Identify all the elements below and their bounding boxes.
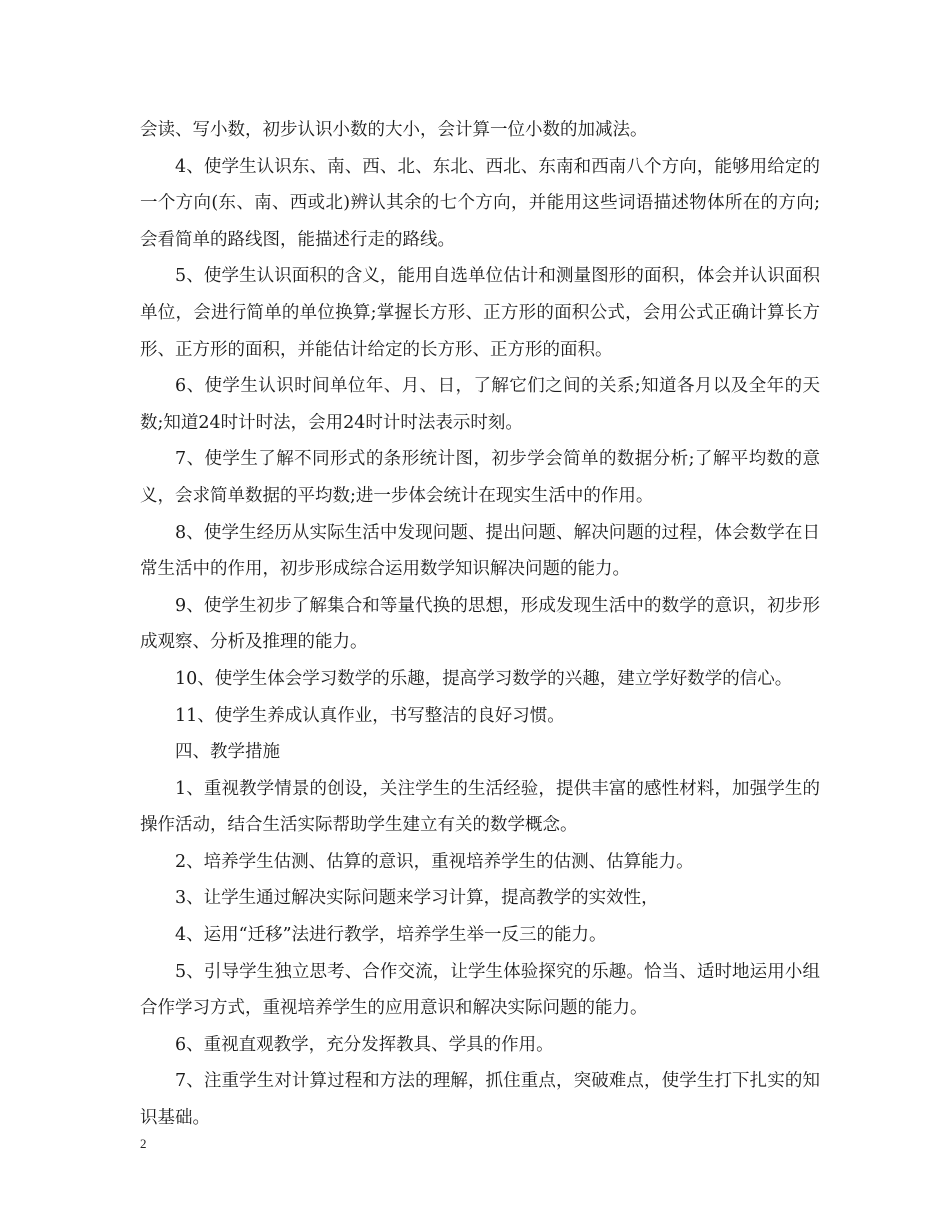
paragraph: 5、使学生认识面积的含义，能用自选单位估计和测量图形的面积，体会并认识面积单位，会进行简单的单位换算;掌握长方形、正方形的面积公式，会用公式正确计算长方形、正方形的面积，并能估计给定的长方形、正方形的面积。 — [140, 266, 820, 360]
paragraph: 会读、写小数，初步认识小数的大小，会计算一位小数的加减法。 — [140, 120, 648, 140]
paragraph: 8、使学生经历从实际生活中发现问题、提出问题、解决问题的过程，体会数学在日常生活中的作用，初步形成综合运用数学知识解决问题的能力。 — [140, 522, 820, 580]
paragraph: 10、使学生体会学习数学的乐趣，提高学习数学的兴趣，建立学好数学的信心。 — [175, 668, 793, 689]
paragraph: 4、使学生认识东、南、西、北、东北、西北、东南和西南八个方向，能够用给定的一个方向(东、南、西或北)辨认其余的七个方向，并能用这些词语描述物体所在的方向;会看简单的路线图，能描述行走的路线。 — [140, 156, 820, 250]
paragraph: 四、教学措施 — [175, 742, 280, 763]
paragraph: 9、使学生初步了解集合和等量代换的思想，形成发现生活中的数学的意识，初步形成观察、分析及推理的能力。 — [140, 595, 820, 653]
document-body — [140, 112, 820, 1137]
paragraph: 11、使学生养成认真作业，书写整洁的良好习惯。 — [175, 705, 565, 726]
paragraph: 7、使学生了解不同形式的条形统计图，初步学会简单的数据分析;了解平均数的意义，会求简单数据的平均数;进一步体会统计在现实生活中的作用。 — [140, 449, 820, 506]
paragraph: 2、培养学生估测、估算的意识，重视培养学生的估测、估算能力。 — [175, 851, 694, 872]
paragraph: 6、重视直观教学，充分发挥教具、学具的作用。 — [175, 1034, 554, 1055]
paragraph: 6、使学生认识时间单位年、月、日，了解它们之间的关系;知道各月以及全年的天数;知道24时计时法，会用24时计时法表示时刻。 — [140, 376, 820, 433]
paragraph: 3、让学生通过解决实际问题来学习计算，提高教学的实效性， — [175, 888, 659, 909]
page-number: 2 — [140, 1136, 147, 1151]
paragraph: 1、重视教学情景的创设，关注学生的生活经验，提供丰富的感性材料，加强学生的操作活动，结合生活实际帮助学生建立有关的数学概念。 — [140, 778, 820, 836]
paragraph: 4、运用“迁移”法进行教学，培养学生举一反三的能力。 — [175, 925, 607, 946]
paragraph: 7、注重学生对计算过程和方法的理解，抓住重点，突破难点，使学生打下扎实的知识基础。 — [140, 1071, 820, 1129]
paragraph: 5、引导学生独立思考、合作交流，让学生体验探究的乐趣。恰当、适时地运用小组合作学习方式，重视培养学生的应用意识和解决实际问题的能力。 — [140, 961, 820, 1019]
